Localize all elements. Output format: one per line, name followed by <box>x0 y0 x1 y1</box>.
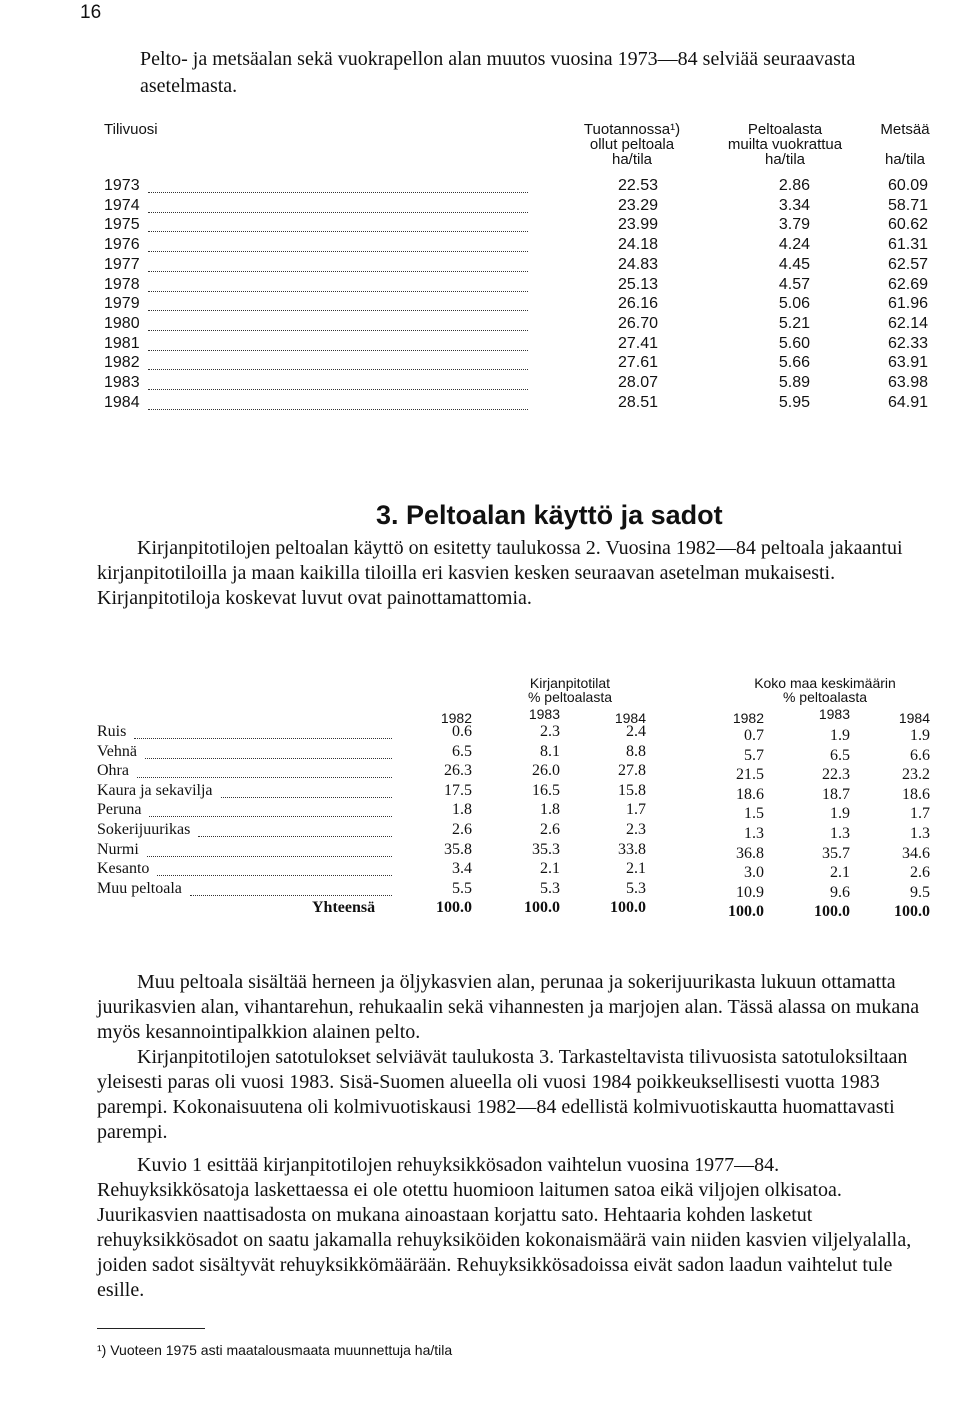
table1-cell: 5.21 <box>778 315 810 332</box>
paragraph-4: Kuvio 1 esittää kirjanpitotilojen rehuyksikkösadon vaihtelun vuosina 1977—84. Rehuyksikkösatoja laskettaessa ei ole otettu huomioon laitumen satoa eikä viljojen olkisatoa. Juurikasvien naattisadosta on mukana ainoastaan korjattu sato. Hehtaaria kohden lasketut rehuyksikkösadot on saatu jakamalla rehuyksiköiden kokonaismäärä vain niiden kasvien viljelyalalla, joiden sadot sisältyvät rehuyksikkömäärään. Rehuyksikkösadoissa eivät sadon laadun vaihtelut tule esille. <box>97 1154 912 1301</box>
table1-cell: 4.24 <box>778 236 810 253</box>
dot-leader <box>145 748 392 759</box>
table1-cell: 3.34 <box>778 197 810 214</box>
table2-cell: 6.5 <box>830 747 850 764</box>
table1-cell: 60.09 <box>887 177 928 194</box>
table1-header-col2: Peltoalasta muilta vuokrattua ha/tila <box>727 121 843 168</box>
table1-year: 1975 <box>104 216 140 233</box>
table2-cell: 1.7 <box>910 805 930 822</box>
dot-leader <box>148 359 528 370</box>
table2-cell: 0.6 <box>452 723 472 740</box>
table2-cell: 100.0 <box>524 899 560 916</box>
table2-cell: 18.6 <box>736 786 764 803</box>
table1-year: 1976 <box>104 236 140 253</box>
table2-cell: 2.6 <box>910 864 930 881</box>
table1-cell: 5.60 <box>778 335 810 352</box>
table2-label: Nurmi <box>97 841 139 858</box>
table1-cell: 3.79 <box>778 216 810 233</box>
table1-header-year: Tilivuosi <box>104 121 158 138</box>
dot-leader <box>198 826 392 837</box>
table2-label: Peruna <box>97 801 142 818</box>
table2-cell: 2.6 <box>540 821 560 838</box>
section-title: 3. Peltoalan käyttö ja sadot <box>376 500 723 530</box>
table2-cell: 100.0 <box>610 899 646 916</box>
table2-year-header: 1982 <box>732 710 764 726</box>
dot-leader <box>190 885 392 896</box>
table1-year: 1983 <box>104 374 140 391</box>
table2-cell: 6.5 <box>452 743 472 760</box>
dot-leader <box>137 767 392 778</box>
table2-cell: 0.7 <box>744 727 764 744</box>
table1-cell: 62.14 <box>887 315 928 332</box>
dot-leader <box>148 281 528 292</box>
table1-cell: 28.07 <box>617 374 658 391</box>
table2-cell: 1.9 <box>830 805 850 822</box>
dot-leader <box>148 320 528 331</box>
table2-cell: 35.7 <box>822 845 850 862</box>
dot-leader <box>148 202 528 213</box>
table2-year-header: 1983 <box>528 706 560 722</box>
table2-cell: 26.3 <box>444 762 472 779</box>
table2-cell: 8.1 <box>540 743 560 760</box>
table2-cell: 21.5 <box>736 766 764 783</box>
table2-cell: 1.9 <box>910 727 930 744</box>
table1-cell: 27.61 <box>617 354 658 371</box>
table2-cell: 16.5 <box>532 782 560 799</box>
table2-cell: 1.3 <box>830 825 850 842</box>
table2-cell: 2.4 <box>626 723 646 740</box>
table2-label: Sokerijuurikas <box>97 821 191 838</box>
table2-cell: 2.1 <box>626 860 646 877</box>
table2-cell: 2.3 <box>626 821 646 838</box>
table1-cell: 23.99 <box>617 216 658 233</box>
dot-leader <box>147 846 392 857</box>
table2-cell: 22.3 <box>822 766 850 783</box>
table1-header-col3: Metsää ha/tila <box>880 121 930 168</box>
table1-year: 1981 <box>104 335 140 352</box>
table2-cell: 100.0 <box>436 899 472 916</box>
footnote: ¹) Vuoteen 1975 asti maatalousmaata muunnettuja ha/tila <box>97 1342 453 1358</box>
table1-cell: 61.96 <box>887 295 928 312</box>
table2-cell: 3.0 <box>744 864 764 881</box>
table2-cell: 18.7 <box>822 786 850 803</box>
paragraph-3: Kirjanpitotilojen satotulokset selviävät taulukosta 3. Tarkasteltavista tilivuosista satotuloksiltaan yleisesti paras oli vuosi 1983. Sisä-Suomen alueella oli vuosi 1984 poikkeuksellisesti vuotta 1983 parempi. Kokonaisuutena oli kolmivuotiskausi 1982—84 edellistä kolmivuotiskautta huomattavasti parempi. <box>97 1046 908 1143</box>
table2-year-header: 1984 <box>898 710 930 726</box>
table1-year: 1984 <box>104 394 140 411</box>
table2-cell: 10.9 <box>736 884 764 901</box>
table2-cell: 35.3 <box>532 841 560 858</box>
table2-cell: 9.5 <box>910 884 930 901</box>
table1-cell: 26.16 <box>617 295 658 312</box>
table1-cell: 4.45 <box>778 256 810 273</box>
table2-cell: 23.2 <box>902 766 930 783</box>
dot-leader <box>157 865 392 876</box>
table1-cell: 22.53 <box>617 177 658 194</box>
table2-cell: 18.6 <box>902 786 930 803</box>
table1-cell: 24.18 <box>617 236 658 253</box>
dot-leader <box>148 221 528 232</box>
paragraph-1: Kirjanpitotilojen peltoalan käyttö on esitetty taulukossa 2. Vuosina 1982—84 peltoala jakaantui kirjanpitotiloilla ja maan kaikilla tiloilla eri kasvien kesken seuraavan asetelman mukaisesti. Kirjanpitotiloja koskevat luvut ovat painottamattomia. <box>97 537 903 609</box>
table2-cell: 5.5 <box>452 880 472 897</box>
table2-label: Kaura ja sekavilja <box>97 782 213 799</box>
table2-cell: 1.3 <box>744 825 764 842</box>
table2-label: Vehnä <box>97 743 137 760</box>
table1-cell: 2.86 <box>778 177 810 194</box>
table2-cell: 3.4 <box>452 860 472 877</box>
table1-cell: 28.51 <box>617 394 658 411</box>
table1-cell: 5.95 <box>778 394 810 411</box>
dot-leader <box>148 399 528 410</box>
table1-cell: 23.29 <box>617 197 658 214</box>
table1-year: 1978 <box>104 276 140 293</box>
dot-leader <box>148 261 528 272</box>
table1-cell: 26.70 <box>617 315 658 332</box>
table2-cell: 5.3 <box>540 880 560 897</box>
table2-label: Muu peltoala <box>97 880 182 897</box>
table2-cell: 1.9 <box>830 727 850 744</box>
table2-cell: 1.3 <box>910 825 930 842</box>
table2-label: Ohra <box>97 762 129 779</box>
table2-cell: 17.5 <box>444 782 472 799</box>
table2-cell: 1.8 <box>452 801 472 818</box>
table1-year: 1977 <box>104 256 140 273</box>
dot-leader <box>148 241 528 252</box>
table1-cell: 62.69 <box>887 276 928 293</box>
table2-cell: 1.5 <box>744 805 764 822</box>
dot-leader <box>148 182 528 193</box>
table1-cell: 25.13 <box>617 276 658 293</box>
table2-group2-header: Koko maa keskimäärin % peltoalasta <box>754 675 896 705</box>
table1-cell: 63.91 <box>887 354 928 371</box>
dot-leader <box>148 300 528 311</box>
table2-cell: 9.6 <box>830 884 850 901</box>
table2-cell: 100.0 <box>894 903 930 920</box>
table2-cell: 5.7 <box>744 747 764 764</box>
table2-group1-header: Kirjanpitotilat % peltoalasta <box>527 675 613 705</box>
table1-cell: 4.57 <box>778 276 810 293</box>
dot-leader <box>148 340 528 351</box>
table2-cell: 33.8 <box>618 841 646 858</box>
table2-cell: 100.0 <box>814 903 850 920</box>
table1-cell: 61.31 <box>887 236 928 253</box>
table1-year: 1979 <box>104 295 140 312</box>
table2-cell: 2.1 <box>830 864 850 881</box>
table2-cell: 34.6 <box>902 845 930 862</box>
table1-year: 1974 <box>104 197 140 214</box>
table1-cell: 63.98 <box>887 374 928 391</box>
table1-year: 1973 <box>104 177 140 194</box>
table2-cell: 27.8 <box>618 762 646 779</box>
table1-header-col1: Tuotannossa¹) ollut peltoala ha/tila <box>583 121 681 168</box>
table1-cell: 5.06 <box>778 295 810 312</box>
table1-year: 1980 <box>104 315 140 332</box>
table2-cell: 8.8 <box>626 743 646 760</box>
table2-cell: 1.7 <box>626 801 646 818</box>
page-number: 16 <box>80 2 102 23</box>
table2-year-header: 1984 <box>614 710 646 726</box>
table2-cell: 2.3 <box>540 723 560 740</box>
table1-cell: 5.66 <box>778 354 810 371</box>
paragraph-2: Muu peltoala sisältää herneen ja öljykasvien alan, perunaa ja sokerijuurikasta lukuun ottamatta juurikasvien alan, vihantarehun, rehukaalin sekä vihannesten ja marjojen alan. Tässä alassa on mukana myös kesannointipalkkion alainen pelto. <box>97 971 920 1043</box>
table1-cell: 5.89 <box>778 374 810 391</box>
table1-cell: 62.57 <box>887 256 928 273</box>
table1-cell: 27.41 <box>617 335 658 352</box>
table2-cell: 2.6 <box>452 821 472 838</box>
table2-cell: 15.8 <box>618 782 646 799</box>
dot-leader <box>134 728 392 739</box>
table2-cell: 100.0 <box>728 903 764 920</box>
table2-label: Yhteensä <box>312 899 376 916</box>
footnote-rule <box>97 1328 205 1329</box>
dot-leader <box>221 787 393 798</box>
table1-cell: 58.71 <box>887 197 928 214</box>
table1-cell: 64.91 <box>887 394 928 411</box>
table2-cell: 6.6 <box>910 747 930 764</box>
table2-label: Kesanto <box>97 860 150 877</box>
dot-leader <box>148 379 528 390</box>
table1-cell: 62.33 <box>887 335 928 352</box>
intro-paragraph: Pelto- ja metsäalan sekä vuokrapellon alan muutos vuosina 1973—84 selviää seuraavasta asetelmasta. <box>140 48 856 97</box>
table2-cell: 35.8 <box>444 841 472 858</box>
table1-year: 1982 <box>104 354 140 371</box>
table2-cell: 5.3 <box>626 880 646 897</box>
table1-cell: 60.62 <box>887 216 928 233</box>
table2-cell: 36.8 <box>736 845 764 862</box>
table2-label: Ruis <box>97 723 127 740</box>
table2-year-header: 1982 <box>440 710 472 726</box>
table2-cell: 26.0 <box>532 762 560 779</box>
dot-leader <box>149 806 392 817</box>
table2-cell: 2.1 <box>540 860 560 877</box>
table1-cell: 24.83 <box>617 256 658 273</box>
table2-cell: 1.8 <box>540 801 560 818</box>
table2-year-header: 1983 <box>818 706 850 722</box>
